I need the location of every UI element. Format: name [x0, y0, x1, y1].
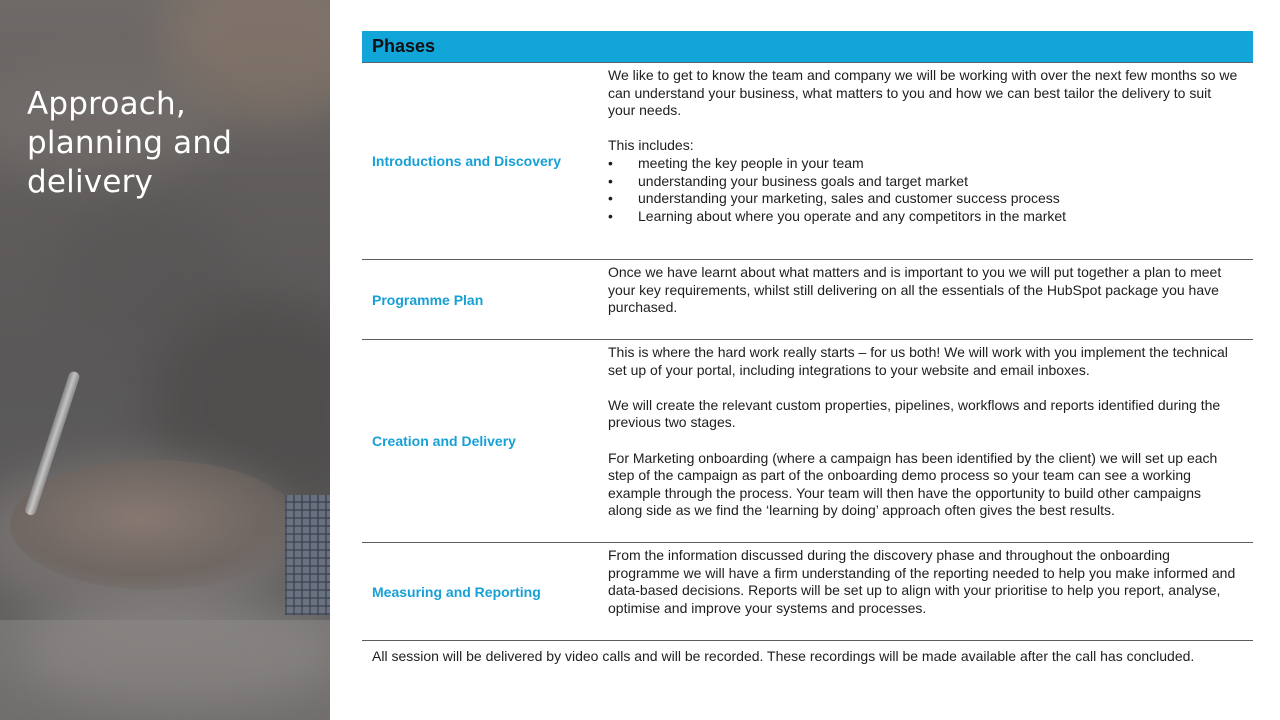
bullet-text: understanding your business goals and target market [638, 172, 968, 189]
background-photo [0, 0, 330, 720]
description-paragraph: We like to get to know the team and company we will be working with over the next few months so we can understand your business, what matters to you and how we can best tailor the delivery to suit your needs. [608, 67, 1238, 119]
phase-name: Programme Plan [372, 291, 484, 308]
phase-name: Creation and Delivery [372, 433, 516, 449]
photo-paper [0, 620, 330, 720]
description-paragraph: This includes: [608, 137, 694, 154]
description-paragraph: We will create the relevant custom properties, pipelines, workflows and reports identified during the previous two stages. [608, 396, 1221, 431]
slide-title: Approach, planning and delivery [27, 86, 233, 200]
description-paragraph: From the information discussed during the discovery phase and throughout the onboarding programme we will have a firm understanding of the reporting needed to help you make informed and data-based decisions. Reports will be set up to align with your prioritise to help you report, analyse, optimise and improve your systems and processes. [608, 547, 1236, 616]
phase-row [362, 543, 1253, 641]
bullet-item: • understanding your marketing, sales and customer success process [608, 190, 1060, 207]
phases-table [362, 31, 1253, 666]
photo-shirt-cuff [285, 495, 330, 615]
phase-row [362, 63, 1253, 260]
footer-note: All session will be delivered by video calls and will be recorded. These recordings will be made available after the call has concluded. [372, 648, 1195, 664]
bullet-item: • understanding your business goals and target market [608, 172, 968, 189]
phase-description [608, 260, 1253, 339]
phase-description [608, 63, 1253, 259]
description-paragraph: Once we have learnt about what matters and is important to you we will put together a plan to meet your key requirements, whilst still delivering on all the essentials of the HubSpot package you have purchased. [608, 264, 1222, 316]
phase-name: Measuring and Reporting [372, 583, 541, 600]
bullet-item: • Learning about where you operate and any competitors in the market [608, 207, 1067, 224]
phase-row [362, 260, 1253, 340]
phases-header: Phases [362, 31, 1253, 63]
description-paragraph: This is where the hard work really starts – for us both! We will work with you implement the technical set up of your portal, including integrations to your website and email inboxes. [608, 344, 1228, 378]
bullet-text: Learning about where you operate and any competitors in the market [638, 207, 1067, 224]
phase-name: Introductions and Discovery [372, 153, 562, 169]
bullet-item: • meeting the key people in your team [608, 154, 864, 171]
description-paragraph: For Marketing onboarding (where a campaign has been identified by the client) we will set up each step of the campaign as part of the onboarding demo process so your team can see a working example through the process. Your team will then have the opportunity to build other campaigns along side as we find the ‘learning by doing’ approach often gives the best results. [608, 449, 1218, 519]
photo-hand [10, 460, 300, 590]
bullet-text: understanding your marketing, sales and customer success process [638, 190, 1060, 207]
bullet-text: meeting the key people in your team [638, 154, 864, 171]
phase-description [608, 543, 1253, 640]
bullet-list [608, 155, 1239, 225]
phase-description [608, 340, 1253, 542]
phase-row [362, 340, 1253, 543]
